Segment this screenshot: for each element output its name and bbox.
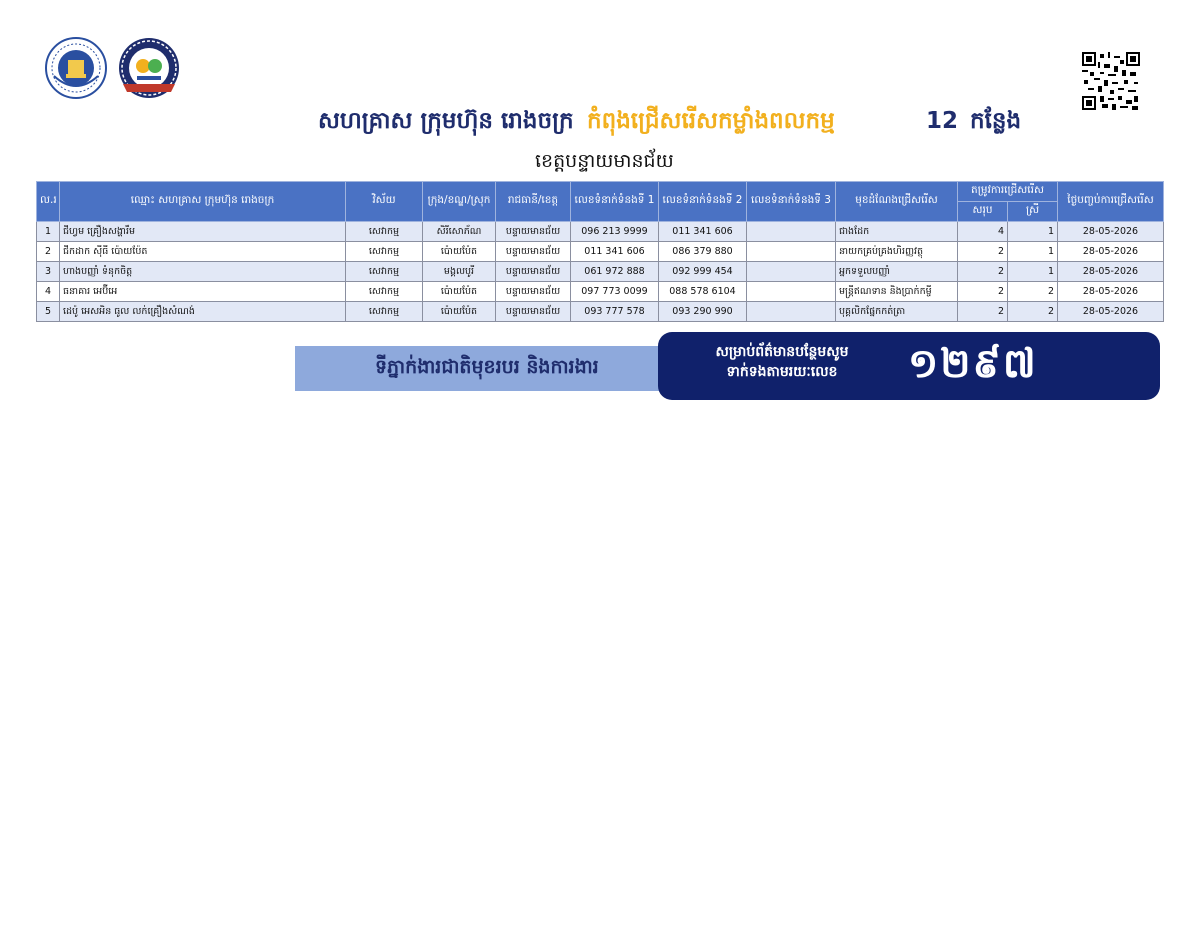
cell-no: 4 — [37, 282, 60, 302]
qr-code-icon — [1082, 52, 1140, 110]
positions-count — [926, 107, 1033, 140]
cell-female: 1 — [1008, 222, 1058, 242]
nea-logo — [117, 36, 181, 100]
cell-phone3 — [747, 282, 836, 302]
cell-company: ហាងបញ្ញាំ ទំនុកចិត្ត — [60, 262, 346, 282]
cell-phone3 — [747, 302, 836, 322]
cell-phone3 — [747, 242, 836, 262]
contact-text — [702, 342, 862, 382]
cell-district: ប៉ោយប៉ែត — [423, 302, 496, 322]
cell-total: 2 — [958, 262, 1008, 282]
header-phone1: លេខទំនាក់ទំនងទី 1 — [571, 182, 659, 222]
header-phone3: លេខទំនាក់ទំនងទី 3 — [747, 182, 836, 222]
cell-phone3 — [747, 222, 836, 242]
table-row — [37, 302, 1164, 322]
title-row — [0, 105, 1200, 145]
cell-deadline: 28-05-2026 — [1058, 282, 1164, 302]
cell-position: ជាងដែក — [836, 222, 958, 242]
header-female: ស្រី — [1008, 202, 1058, 222]
cell-phone1: 093 777 578 — [571, 302, 659, 322]
cell-phone1: 011 341 606 — [571, 242, 659, 262]
hotline-number[interactable]: ១២៩៧ — [908, 341, 1038, 387]
cell-position: មន្ត្រីឥណទាន និងប្រាក់កម្ចី — [836, 282, 958, 302]
cell-sector: សេវាកម្ម — [346, 282, 423, 302]
cell-total: 2 — [958, 242, 1008, 262]
header-company: ឈ្មោះ សហគ្រាស ក្រុមហ៊ុន រោងចក្រ — [60, 182, 346, 222]
table-row — [37, 242, 1164, 262]
agency-banner — [295, 346, 695, 391]
cell-deadline: 28-05-2026 — [1058, 222, 1164, 242]
header-needed: តម្រូវការជ្រើសរើស — [958, 182, 1058, 202]
cell-phone1: 061 972 888 — [571, 262, 659, 282]
cell-no: 3 — [37, 262, 60, 282]
cell-total: 2 — [958, 302, 1008, 322]
positions-count-unit: កន្លែង — [970, 108, 1022, 134]
header-sector: វិស័យ — [346, 182, 423, 222]
table-row — [37, 222, 1164, 242]
cell-deadline: 28-05-2026 — [1058, 242, 1164, 262]
header-total: សរុប — [958, 202, 1008, 222]
cell-position: បុគ្គលិកផ្នែកកត់ត្រា — [836, 302, 958, 322]
table-row — [37, 262, 1164, 282]
jobs-table — [36, 181, 1164, 322]
cell-phone2: 093 290 990 — [659, 302, 747, 322]
agency-name: ទីភ្នាក់ងារជាតិមុខរបរ និងការងារ — [375, 355, 599, 378]
cell-sector: សេវាកម្ម — [346, 242, 423, 262]
page-title: សហគ្រាស ក្រុមហ៊ុន រោងចក្រ — [318, 108, 574, 134]
cell-phone1: 096 213 9999 — [571, 222, 659, 242]
cell-position: អ្នកទទួលបញ្ញាំ — [836, 262, 958, 282]
cell-sector: សេវាកម្ម — [346, 262, 423, 282]
cell-company: ជីកដាក ស៊ីធី ប៉ោយប៉ែត — [60, 242, 346, 262]
cell-district: ប៉ោយប៉ែត — [423, 282, 496, 302]
header-phone2: លេខទំនាក់ទំនងទី 2 — [659, 182, 747, 222]
cell-deadline: 28-05-2026 — [1058, 302, 1164, 322]
cell-no: 5 — [37, 302, 60, 322]
cell-province: បន្ទាយមានជ័យ — [496, 282, 571, 302]
table-row — [37, 282, 1164, 302]
contact-line1: សម្រាប់ព័ត៌មានបន្ថែមសូម — [715, 344, 849, 360]
cell-district: មង្គលបូរី — [423, 262, 496, 282]
cell-phone2: 086 379 880 — [659, 242, 747, 262]
cell-phone2: 011 341 606 — [659, 222, 747, 242]
cell-province: បន្ទាយមានជ័យ — [496, 242, 571, 262]
cell-female: 1 — [1008, 242, 1058, 262]
contact-line2: ទាក់ទងតាមរយៈលេខ — [726, 364, 838, 380]
cell-position: នាយកគ្រប់គ្រងហិរញ្ញវត្ថុ — [836, 242, 958, 262]
cell-total: 4 — [958, 222, 1008, 242]
positions-count-number: 12 — [926, 108, 959, 134]
cell-sector: សេវាកម្ម — [346, 222, 423, 242]
cell-no: 2 — [37, 242, 60, 262]
cell-province: បន្ទាយមានជ័យ — [496, 222, 571, 242]
cell-district: ប៉ោយប៉ែត — [423, 242, 496, 262]
cell-female: 1 — [1008, 262, 1058, 282]
cell-company: ជីហ្វម គ្រឿងសង្ហារឹម — [60, 222, 346, 242]
cell-company: ដេប៉ូ អេសអិន ធូល លក់គ្រឿងសំណង់ — [60, 302, 346, 322]
cell-district: សិរីសោភ័ណ — [423, 222, 496, 242]
hiring-title: កំពុងជ្រើសរើសកម្លាំងពលកម្ម — [587, 108, 835, 134]
cell-province: បន្ទាយមានជ័យ — [496, 302, 571, 322]
contact-banner — [658, 332, 1160, 400]
cell-phone3 — [747, 262, 836, 282]
cell-no: 1 — [37, 222, 60, 242]
cell-company: ធនាគារ អេប៊ីអេ — [60, 282, 346, 302]
header-position: មុខដំណែងជ្រើសរើស — [836, 182, 958, 222]
cell-total: 2 — [958, 282, 1008, 302]
province-subtitle-text: ខេត្តបន្ទាយមានជ័យ — [535, 150, 674, 172]
cell-sector: សេវាកម្ម — [346, 302, 423, 322]
header-district: ក្រុង/ខណ្ឌ/ស្រុក — [423, 182, 496, 222]
header-deadline: ថ្ងៃបញ្ចប់ការជ្រើសរើស — [1058, 182, 1164, 222]
cell-phone2: 092 999 454 — [659, 262, 747, 282]
cell-female: 2 — [1008, 282, 1058, 302]
cell-phone1: 097 773 0099 — [571, 282, 659, 302]
cell-phone2: 088 578 6104 — [659, 282, 747, 302]
cell-female: 2 — [1008, 302, 1058, 322]
header-no: ល.រ — [37, 182, 60, 222]
ministry-seal-logo — [44, 36, 108, 100]
cell-deadline: 28-05-2026 — [1058, 262, 1164, 282]
header-province: រាជធានី/ខេត្ត — [496, 182, 571, 222]
cell-province: បន្ទាយមានជ័យ — [496, 262, 571, 282]
